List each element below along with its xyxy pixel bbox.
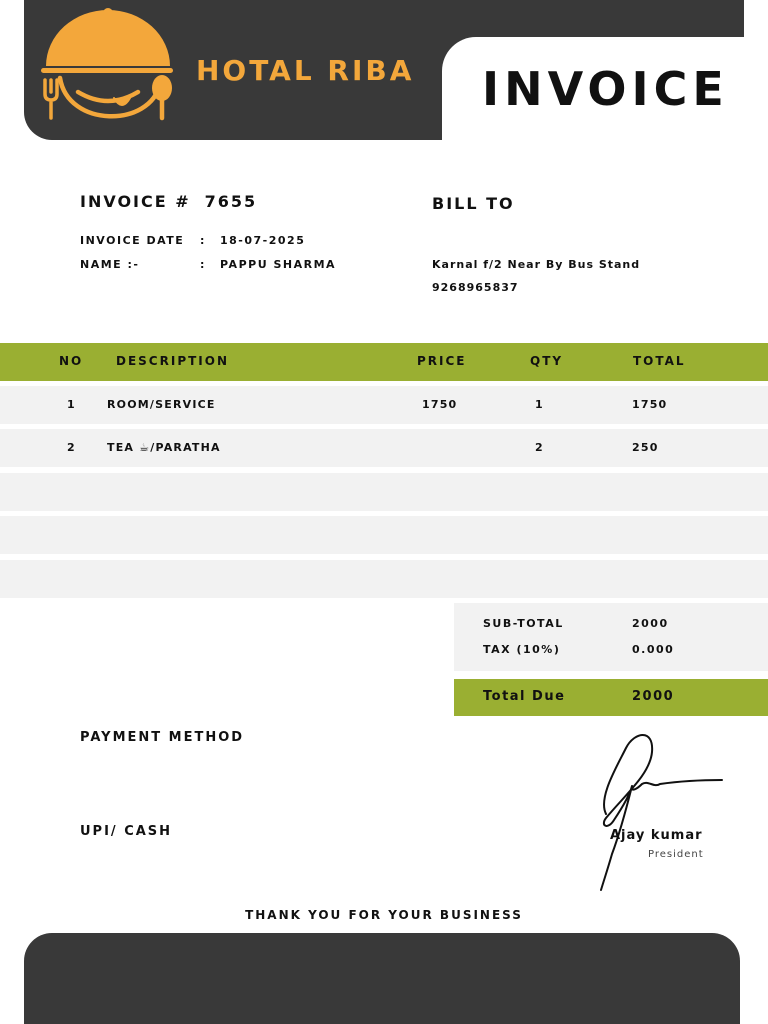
bill-to-phone: 9268965837 xyxy=(432,281,519,294)
row-no: 2 xyxy=(67,441,76,454)
row-no: 1 xyxy=(67,398,76,411)
items-table-header xyxy=(0,343,768,381)
row-total: 1750 xyxy=(632,398,668,411)
bill-to-address: Karnal f/2 Near By Bus Stand xyxy=(432,258,641,271)
subtotal-value: 2000 xyxy=(632,617,669,630)
column-header-no: NO xyxy=(59,354,84,368)
column-header-description: DESCRIPTION xyxy=(116,354,230,368)
brand-name: HOTAL RIBA xyxy=(196,54,415,87)
customer-name-row xyxy=(80,258,337,271)
invoice-number xyxy=(80,192,257,211)
customer-name-colon: : xyxy=(200,258,206,271)
row-description: TEA ☕/PARATHA xyxy=(107,441,221,454)
document-title: INVOICE xyxy=(482,62,729,116)
column-header-qty: QTY xyxy=(530,354,564,368)
column-header-total: TOTAL xyxy=(633,354,686,368)
row-qty: 1 xyxy=(535,398,544,411)
payment-method-title: PAYMENT METHOD xyxy=(80,730,245,745)
total-due-value: 2000 xyxy=(632,689,675,704)
row-total: 250 xyxy=(632,441,659,454)
table-row xyxy=(0,386,768,424)
tax-value: 0.000 xyxy=(632,643,675,656)
row-description: ROOM/SERVICE xyxy=(107,398,216,411)
invoice-number-label: INVOICE # xyxy=(80,192,191,211)
invoice-date-value: 18-07-2025 xyxy=(220,234,306,247)
subtotal-label: SUB-TOTAL xyxy=(483,617,564,630)
invoice-date-row xyxy=(80,234,306,247)
column-header-price: PRICE xyxy=(417,354,467,368)
table-row xyxy=(0,429,768,467)
invoice-number-value: 7655 xyxy=(204,192,258,211)
total-due-bar xyxy=(454,679,768,716)
empty-table-row xyxy=(0,516,768,554)
signer-role: President xyxy=(648,849,704,860)
totals-summary xyxy=(454,603,768,671)
total-due-label: Total Due xyxy=(483,689,566,704)
payment-method-value: UPI/ CASH xyxy=(80,824,173,839)
empty-table-row xyxy=(0,473,768,511)
row-price: 1750 xyxy=(422,398,458,411)
bill-to-title: BILL TO xyxy=(432,194,515,213)
invoice-date-label: INVOICE DATE xyxy=(80,234,185,247)
thank-you-message: THANK YOU FOR YOUR BUSINESS xyxy=(245,908,523,922)
customer-name-value: PAPPU SHARMA xyxy=(220,258,337,271)
row-qty: 2 xyxy=(535,441,544,454)
tax-label: TAX (10%) xyxy=(483,643,561,656)
customer-name-label: NAME :- xyxy=(80,258,140,271)
empty-table-row xyxy=(0,560,768,598)
invoice-date-colon: : xyxy=(200,234,206,247)
cloche-chef-logo-icon xyxy=(38,2,178,128)
footer-banner xyxy=(24,933,740,1024)
handwritten-signature xyxy=(596,728,726,892)
signer-name: Ajay kumar xyxy=(610,828,703,843)
